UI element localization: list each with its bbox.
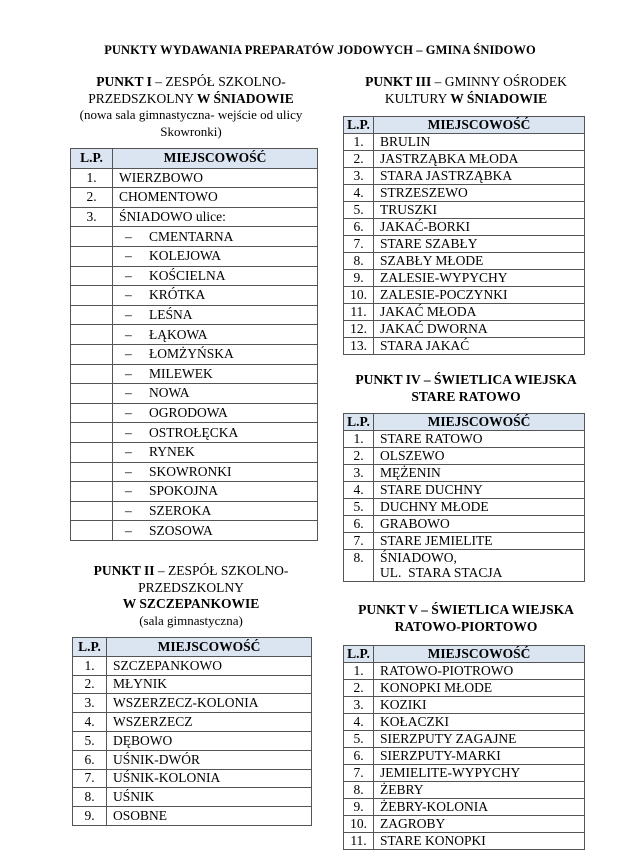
dash-bullet: – xyxy=(125,522,132,538)
place-name: CHOMENTOWO xyxy=(113,188,318,208)
street-name xyxy=(113,482,318,502)
table-row xyxy=(344,516,585,533)
street-name xyxy=(113,325,318,345)
dash-bullet: – xyxy=(125,287,132,303)
place-name: SIERZPUTY ZAGAJNE xyxy=(374,731,585,748)
place-name: JAKAĆ MŁODA xyxy=(374,304,585,321)
place-name: UŚNIK xyxy=(107,788,312,807)
street-label: NOWA xyxy=(149,385,190,401)
place-name: SZCZEPANKOWO xyxy=(107,656,312,675)
row-number-empty xyxy=(71,423,113,443)
row-number: 4. xyxy=(344,482,374,499)
row-number: 10. xyxy=(344,287,374,304)
table-row xyxy=(71,168,318,188)
table-row xyxy=(344,663,585,680)
table-row xyxy=(73,750,312,769)
table-header xyxy=(344,117,585,134)
street-row xyxy=(71,227,318,247)
place-name: WSZERZECZ xyxy=(107,713,312,732)
dash-bullet: – xyxy=(125,502,132,518)
punkt1-note-2: Skowronki) xyxy=(160,123,222,139)
place-name: ŻEBRY xyxy=(374,782,585,799)
table-row xyxy=(344,185,585,202)
row-number-empty xyxy=(71,403,113,423)
street-label: RYNEK xyxy=(149,444,195,460)
row-number-empty xyxy=(71,482,113,502)
row-number-empty xyxy=(71,286,113,306)
row-number: 4. xyxy=(344,714,374,731)
table-row xyxy=(71,188,318,208)
place-name: STARA JAKAĆ xyxy=(374,338,585,355)
place-name: DUCHNY MŁODE xyxy=(374,499,585,516)
punkt2-location: W SZCZEPANKOWIE xyxy=(122,596,260,611)
place-name: GRABOWO xyxy=(374,516,585,533)
street-name xyxy=(113,227,318,247)
row-number-empty xyxy=(71,246,113,266)
place-name: STARE DUCHNY xyxy=(374,482,585,499)
place-name: JEMIELITE-WYPYCHY xyxy=(374,765,585,782)
punkt2-heading xyxy=(60,563,322,629)
dash-bullet: – xyxy=(125,424,132,440)
place-line-2: UL. STARA STACJA xyxy=(380,564,503,580)
street-row xyxy=(71,423,318,443)
place-name: ŻEBRY-KOLONIA xyxy=(374,799,585,816)
table-row xyxy=(344,431,585,448)
place-header: MIEJSCOWOŚĆ xyxy=(374,117,585,134)
place-name: DĘBOWO xyxy=(107,731,312,750)
punkt2-table xyxy=(72,637,312,826)
dash-bullet: – xyxy=(125,326,132,342)
row-number-empty xyxy=(71,384,113,404)
row-number: 1. xyxy=(344,431,374,448)
table-row xyxy=(344,697,585,714)
place-name: SZABŁY MŁODE xyxy=(374,253,585,270)
place-name: ZALESIE-POCZYNKI xyxy=(374,287,585,304)
row-number: 11. xyxy=(344,833,374,850)
table-row xyxy=(344,833,585,850)
punkt3-line1: – GMINNY OŚRODEK xyxy=(431,74,567,89)
table-row xyxy=(73,807,312,826)
punkt1-line2: PRZEDSZKOLNY xyxy=(88,90,197,106)
row-number: 3. xyxy=(73,694,107,713)
row-number: 1. xyxy=(344,663,374,680)
dash-bullet: – xyxy=(125,228,132,244)
street-label: SPOKOJNA xyxy=(149,483,219,499)
place-name: MĘŻENIN xyxy=(374,465,585,482)
punkt4-table xyxy=(343,413,585,582)
dash-bullet: – xyxy=(125,267,132,283)
street-name xyxy=(113,266,318,286)
row-number: 9. xyxy=(344,799,374,816)
table-row xyxy=(344,448,585,465)
dash-bullet: – xyxy=(125,307,132,323)
place-name: STARE KONOPKI xyxy=(374,833,585,850)
table-row xyxy=(344,731,585,748)
place-name: MŁYNIK xyxy=(107,675,312,694)
place-name: WSZERZECZ-KOLONIA xyxy=(107,694,312,713)
place-header: MIEJSCOWOŚĆ xyxy=(113,149,318,169)
table-row xyxy=(73,769,312,788)
street-row xyxy=(71,482,318,502)
table-row xyxy=(73,731,312,750)
table-row xyxy=(344,270,585,287)
table-header xyxy=(71,149,318,169)
row-number: 5. xyxy=(73,731,107,750)
punkt3-table xyxy=(343,116,585,355)
place-name: JASTRZĄBKA MŁODA xyxy=(374,151,585,168)
street-label: KRÓTKA xyxy=(149,287,206,303)
street-label: LEŚNA xyxy=(149,307,193,323)
row-number: 1. xyxy=(73,656,107,675)
street-label: SZOSOWA xyxy=(149,522,213,538)
street-label: SKOWRONKI xyxy=(149,463,232,479)
punkt1-table xyxy=(70,148,318,541)
dash-bullet: – xyxy=(125,444,132,460)
street-name xyxy=(113,384,318,404)
table-row xyxy=(73,656,312,675)
place-name: TRUSZKI xyxy=(374,202,585,219)
street-row xyxy=(71,325,318,345)
lp-header: L.P. xyxy=(73,638,107,657)
place-line-1: ŚNIADOWO, xyxy=(380,550,457,565)
row-number: 9. xyxy=(73,807,107,826)
punkt4-title: PUNKT IV – ŚWIETLICA WIEJSKA xyxy=(355,372,577,387)
row-number: 2. xyxy=(344,680,374,697)
place-name: STARA JASTRZĄBKA xyxy=(374,168,585,185)
row-number: 8. xyxy=(344,253,374,270)
place-name: STARE RATOWO xyxy=(374,431,585,448)
street-name xyxy=(113,344,318,364)
place-name: UŚNIK-DWÓR xyxy=(107,750,312,769)
street-label: KOŚCIELNA xyxy=(149,267,226,283)
dash-bullet: – xyxy=(125,405,132,421)
street-name xyxy=(113,364,318,384)
row-number: 8. xyxy=(344,782,374,799)
dash-bullet: – xyxy=(125,365,132,381)
street-row xyxy=(71,501,318,521)
street-name xyxy=(113,286,318,306)
table-header xyxy=(344,414,585,431)
row-number: 3. xyxy=(71,207,113,227)
street-name xyxy=(113,246,318,266)
dash-bullet: – xyxy=(125,385,132,401)
place-name xyxy=(374,550,585,582)
row-number-empty xyxy=(71,266,113,286)
punkt2-name: PUNKT II xyxy=(93,563,155,578)
row-number: 7. xyxy=(344,236,374,253)
row-number: 8. xyxy=(73,788,107,807)
row-number: 2. xyxy=(73,675,107,694)
punkt1-name: PUNKT I xyxy=(96,74,152,89)
punkt5-location: RATOWO-PIORTOWO xyxy=(394,618,538,634)
table-row xyxy=(344,219,585,236)
dash-bullet: – xyxy=(125,463,132,479)
table-row xyxy=(344,321,585,338)
place-name: WIERZBOWO xyxy=(113,168,318,188)
punkt4-heading xyxy=(330,372,602,405)
street-name xyxy=(113,442,318,462)
row-number: 13. xyxy=(344,338,374,355)
table-row xyxy=(71,207,318,227)
punkt4-location: STARE RATOWO xyxy=(411,388,521,404)
punkt5-title: PUNKT V – ŚWIETLICA WIEJSKA xyxy=(358,602,574,617)
punkt1-note: (nowa sala gimnastyczna- wejście od ulicy xyxy=(79,107,303,122)
lp-header: L.P. xyxy=(344,117,374,134)
table-row xyxy=(344,482,585,499)
row-number: 6. xyxy=(73,750,107,769)
row-number: 2. xyxy=(344,448,374,465)
row-number: 5. xyxy=(344,202,374,219)
street-row xyxy=(71,246,318,266)
punkt1-location: W ŚNIADOWIE xyxy=(196,90,294,106)
row-number: 5. xyxy=(344,731,374,748)
street-label: SZEROKA xyxy=(149,502,212,518)
place-name: RATOWO-PIOTROWO xyxy=(374,663,585,680)
lp-header: L.P. xyxy=(344,414,374,431)
table-row xyxy=(73,694,312,713)
table-header xyxy=(73,638,312,657)
punkt3-name: PUNKT III xyxy=(365,74,432,89)
table-row xyxy=(344,799,585,816)
row-number: 8. xyxy=(344,550,374,582)
place-name: KOŁACZKI xyxy=(374,714,585,731)
place-header: MIEJSCOWOŚĆ xyxy=(374,414,585,431)
street-label: OSTROŁĘCKA xyxy=(149,424,239,440)
place-name: STRZESZEWO xyxy=(374,185,585,202)
table-row xyxy=(73,788,312,807)
street-label: MILEWEK xyxy=(149,365,213,381)
dash-bullet: – xyxy=(125,483,132,499)
table-row xyxy=(344,202,585,219)
table-row xyxy=(344,287,585,304)
street-row xyxy=(71,384,318,404)
street-name xyxy=(113,423,318,443)
street-label: KOLEJOWA xyxy=(149,248,221,264)
lp-header: L.P. xyxy=(344,646,374,663)
row-number: 12. xyxy=(344,321,374,338)
punkt2-note: (sala gimnastyczna) xyxy=(139,612,243,628)
dash-bullet: – xyxy=(125,346,132,362)
table-row xyxy=(344,765,585,782)
punkt1-heading xyxy=(60,74,322,140)
table-row xyxy=(344,151,585,168)
street-row xyxy=(71,442,318,462)
row-number: 4. xyxy=(344,185,374,202)
street-row xyxy=(71,364,318,384)
punkt1-line1: – ZESPÓŁ SZKOLNO- xyxy=(151,74,286,89)
place-header: MIEJSCOWOŚĆ xyxy=(107,638,312,657)
row-number: 1. xyxy=(344,134,374,151)
street-name xyxy=(113,403,318,423)
table-row xyxy=(344,550,585,582)
row-number: 5. xyxy=(344,499,374,516)
street-row xyxy=(71,403,318,423)
place-name: SIERZPUTY-MARKI xyxy=(374,748,585,765)
table-row xyxy=(344,253,585,270)
street-name xyxy=(113,305,318,325)
row-number: 7. xyxy=(344,765,374,782)
punkt3-line2: KULTURY xyxy=(384,90,451,106)
table-row xyxy=(344,816,585,833)
table-row xyxy=(344,714,585,731)
place-name: ŚNIADOWO ulice: xyxy=(113,207,318,227)
row-number: 3. xyxy=(344,465,374,482)
table-row xyxy=(344,134,585,151)
table-row xyxy=(344,338,585,355)
row-number-empty xyxy=(71,344,113,364)
row-number: 3. xyxy=(344,697,374,714)
place-name: OLSZEWO xyxy=(374,448,585,465)
place-name: STARE JEMIELITE xyxy=(374,533,585,550)
street-label: ŁOMŻYŃSKA xyxy=(149,346,234,362)
street-row xyxy=(71,286,318,306)
street-row xyxy=(71,305,318,325)
place-name: KONOPKI MŁODE xyxy=(374,680,585,697)
table-row xyxy=(344,236,585,253)
street-label: ŁĄKOWA xyxy=(149,326,208,342)
punkt3-location: W ŚNIADOWIE xyxy=(450,90,548,106)
row-number: 9. xyxy=(344,270,374,287)
row-number: 4. xyxy=(73,713,107,732)
row-number: 7. xyxy=(344,533,374,550)
table-row xyxy=(344,533,585,550)
place-name: KOZIKI xyxy=(374,697,585,714)
row-number: 10. xyxy=(344,816,374,833)
place-name: STARE SZABŁY xyxy=(374,236,585,253)
punkt2-line2: PRZEDSZKOLNY xyxy=(138,579,244,595)
place-name: BRULIN xyxy=(374,134,585,151)
punkt5-heading xyxy=(330,602,602,635)
row-number-empty xyxy=(71,227,113,247)
table-row xyxy=(344,304,585,321)
punkt3-heading xyxy=(335,74,597,107)
place-name: UŚNIK-KOLONIA xyxy=(107,769,312,788)
table-row xyxy=(344,680,585,697)
lp-header: L.P. xyxy=(71,149,113,169)
row-number: 7. xyxy=(73,769,107,788)
row-number: 6. xyxy=(344,516,374,533)
row-number-empty xyxy=(71,521,113,541)
street-name xyxy=(113,462,318,482)
place-name: OSOBNE xyxy=(107,807,312,826)
place-name: JAKAĆ DWORNA xyxy=(374,321,585,338)
table-row xyxy=(73,713,312,732)
row-number: 6. xyxy=(344,219,374,236)
street-name xyxy=(113,501,318,521)
row-number: 11. xyxy=(344,304,374,321)
table-row xyxy=(344,499,585,516)
row-number: 2. xyxy=(344,151,374,168)
row-number: 2. xyxy=(71,188,113,208)
street-row xyxy=(71,462,318,482)
table-row xyxy=(344,782,585,799)
table-row xyxy=(344,748,585,765)
table-row xyxy=(73,675,312,694)
street-row xyxy=(71,266,318,286)
street-label: CMENTARNA xyxy=(149,228,234,244)
row-number-empty xyxy=(71,325,113,345)
street-row xyxy=(71,521,318,541)
street-row xyxy=(71,344,318,364)
place-name: JAKAĆ-BORKI xyxy=(374,219,585,236)
punkt2-line1: – ZESPÓŁ SZKOLNO- xyxy=(154,563,289,578)
row-number-empty xyxy=(71,462,113,482)
place-header: MIEJSCOWOŚĆ xyxy=(374,646,585,663)
street-name xyxy=(113,521,318,541)
place-name: ZALESIE-WYPYCHY xyxy=(374,270,585,287)
row-number-empty xyxy=(71,305,113,325)
punkt5-table xyxy=(343,645,585,850)
row-number-empty xyxy=(71,501,113,521)
place-name: ZAGROBY xyxy=(374,816,585,833)
row-number: 1. xyxy=(71,168,113,188)
page-title: PUNKTY WYDAWANIA PREPARATÓW JODOWYCH – GMINA ŚNIDOWO xyxy=(104,43,536,57)
row-number: 6. xyxy=(344,748,374,765)
dash-bullet: – xyxy=(125,248,132,264)
table-row xyxy=(344,168,585,185)
row-number-empty xyxy=(71,442,113,462)
table-header xyxy=(344,646,585,663)
row-number-empty xyxy=(71,364,113,384)
table-row xyxy=(344,465,585,482)
street-label: OGRODOWA xyxy=(149,405,228,421)
row-number: 3. xyxy=(344,168,374,185)
